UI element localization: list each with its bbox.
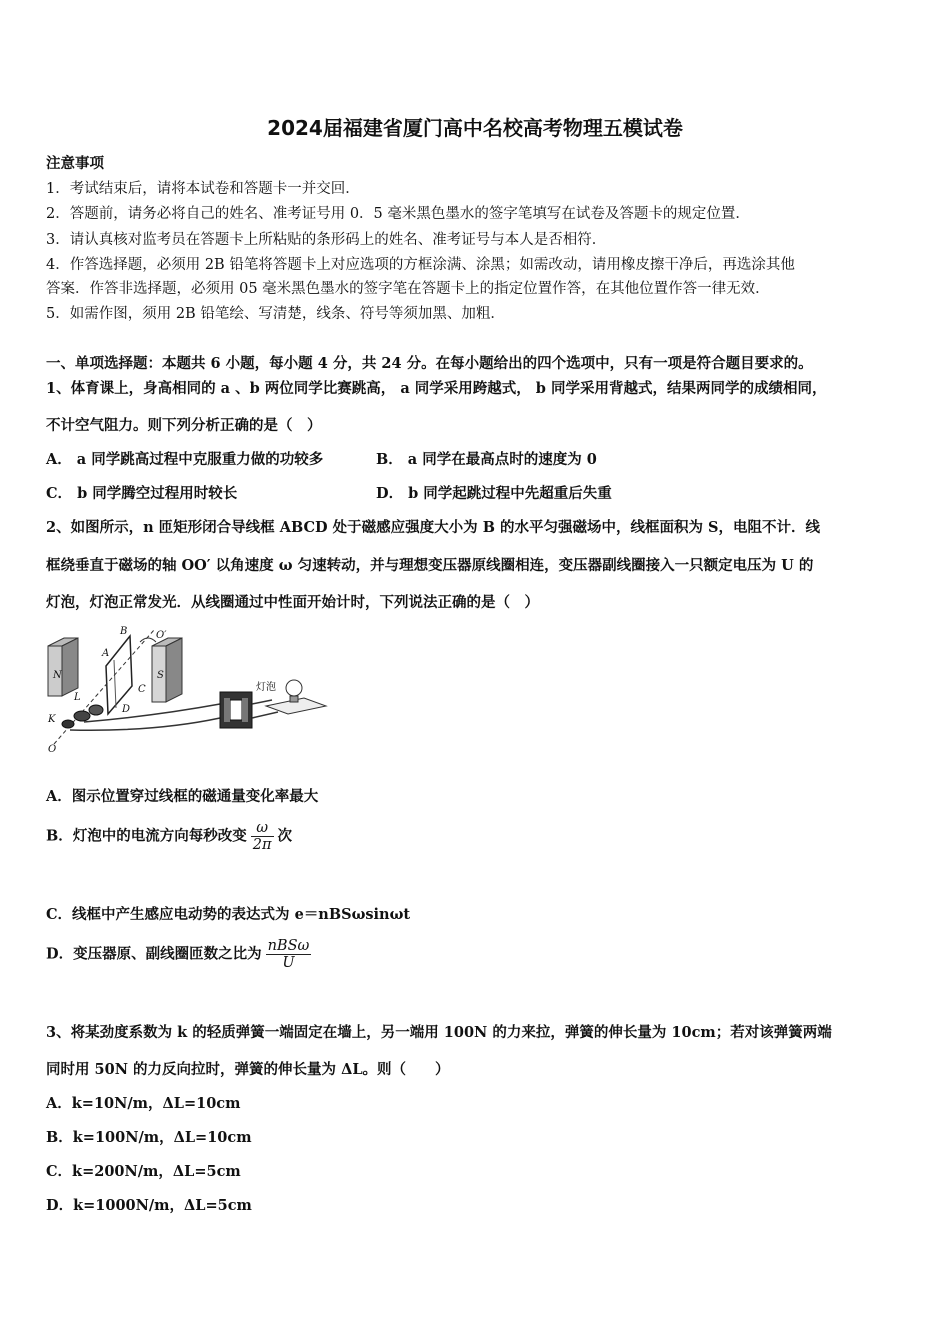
label-O-prime: O′ — [156, 630, 167, 641]
q2-option-d-text: D．变压器原、副线圈匝数之比为 — [46, 945, 262, 963]
notice-line-5: 答案．作答非选择题，必须用 05 毫米黑色墨水的签字笔在答题卡上的指定位置作答，在其他位置作答一律无效． — [46, 281, 770, 297]
label-L: L — [74, 692, 81, 703]
label-D: D — [122, 704, 131, 715]
fraction-numerator: ω — [256, 820, 269, 836]
fraction-denominator: 2π — [252, 837, 272, 853]
notice-line-6: 5．如需作图，须用 2B 铅笔绘、写清楚，线条、符号等须加黑、加粗． — [46, 306, 505, 322]
section-heading: 一、单项选择题：本题共 6 小题，每小题 4 分，共 24 分。在每小题给出的四个选项中，只有一项是符合题目要求的。 — [46, 355, 813, 372]
coil-frame — [106, 636, 132, 714]
q1-options-row-1 — [46, 448, 597, 469]
slip-ring-1 — [74, 711, 90, 721]
notice-line-4: 4．作答选择题，必须用 2B 铅笔将答题卡上对应选项的方框涂满、涂黑；如需改动，请用橡皮擦干净后，再选涂其他 — [46, 257, 795, 273]
q3-option-c: C．k=200N/m，ΔL=5cm — [46, 1163, 241, 1180]
q2-option-b-suffix: 次 — [277, 827, 293, 845]
fraction-numerator: nBSω — [267, 938, 310, 954]
q2-option-d — [46, 938, 315, 971]
q1-option-b: B． a 同学在最高点时的速度为 0 — [376, 451, 597, 468]
wire-1 — [84, 704, 220, 722]
q1-option-c: C． b 同学腾空过程用时较长 — [46, 485, 238, 502]
magnet-n — [48, 638, 78, 696]
q1-option-a: A． a 同学跳高过程中克服重力做的功较多 — [46, 451, 324, 468]
slip-ring-2 — [89, 705, 103, 715]
q3-option-a: A．k=10N/m，ΔL=10cm — [46, 1095, 241, 1112]
notice-line-3: 3．请认真核对监考员在答题卡上所粘贴的条形码上的姓名、准考证号与本人是否相符． — [46, 232, 607, 248]
wire-2 — [70, 718, 220, 730]
fraction-denominator: U — [266, 954, 312, 971]
q2-stem-line-3: 灯泡，灯泡正常发光．从线圈通过中性面开始计时，下列说法正确的是（ ） — [46, 594, 539, 611]
generator-transformer-figure — [44, 626, 334, 756]
q2-stem-line-2: 框绕垂直于磁场的轴 OO′ 以角速度 ω 匀速转动，并与理想变压器原线圈相连，变压器副线圈接入一只额定电压为 U 的 — [46, 557, 814, 574]
notice-line-2: 2．答题前，请务必将自己的姓名、准考证号用 0．5 毫米黑色墨水的签字笔填写在试卷及答题卡的规定位置． — [46, 206, 750, 222]
transformer — [220, 692, 252, 728]
label-A: A — [102, 648, 110, 659]
q2-stem-line-1: 2、如图所示，n 匝矩形闭合导线框 ABCD 处于磁感应强度大小为 B 的水平匀强磁场中，线框面积为 S，电阻不计．线 — [46, 519, 821, 536]
lamp-bulb-icon — [286, 680, 302, 696]
label-N: N — [53, 670, 62, 681]
q2-option-b-fraction — [251, 820, 274, 853]
notice-line-1: 1．考试结束后，请将本试卷和答题卡一并交回． — [46, 181, 360, 197]
label-O: O — [48, 744, 57, 755]
q1-stem-line-2: 不计空气阻力。则下列分析正确的是（ ） — [46, 417, 322, 434]
label-lamp: 灯泡 — [256, 682, 276, 693]
label-K: K — [48, 714, 56, 725]
q3-option-d: D．k=1000N/m，ΔL=5cm — [46, 1197, 252, 1214]
label-S: S — [157, 670, 164, 681]
q2-option-d-fraction — [266, 938, 312, 971]
label-C: C — [138, 684, 146, 695]
q2-option-a: A．图示位置穿过线框的磁通量变化率最大 — [46, 788, 319, 805]
q2-option-b — [46, 820, 292, 853]
q3-option-b: B．k=100N/m，ΔL=10cm — [46, 1129, 252, 1146]
q1-stem-line-1: 1、体育课上，身高相同的 a 、b 两位同学比赛跳高， a 同学采用跨越式， b 同学采用背越式，结果两同学的成绩相同， — [46, 380, 827, 397]
label-B: B — [120, 626, 128, 637]
q2-option-c: C．线框中产生感应电动势的表达式为 e＝nBSωsinωt — [46, 906, 411, 923]
q1-options-row-2 — [46, 482, 612, 503]
q3-stem-line-1: 3、将某劲度系数为 k 的轻质弹簧一端固定在墙上，另一端用 100N 的力来拉，弹簧的伸长量为 10cm；若对该弹簧两端 — [46, 1024, 832, 1041]
notice-heading: 注意事项 — [46, 155, 104, 172]
page-title: 2024届福建省厦门高中名校高考物理五模试卷 — [267, 116, 683, 140]
brush — [62, 720, 74, 728]
q2-option-b-text: B．灯泡中的电流方向每秒改变 — [46, 827, 247, 845]
q1-option-d: D． b 同学起跳过程中先超重后失重 — [376, 485, 612, 502]
q3-stem-line-2: 同时用 50N 的力反向拉时，弹簧的伸长量为 ΔL。则（ ） — [46, 1061, 450, 1078]
